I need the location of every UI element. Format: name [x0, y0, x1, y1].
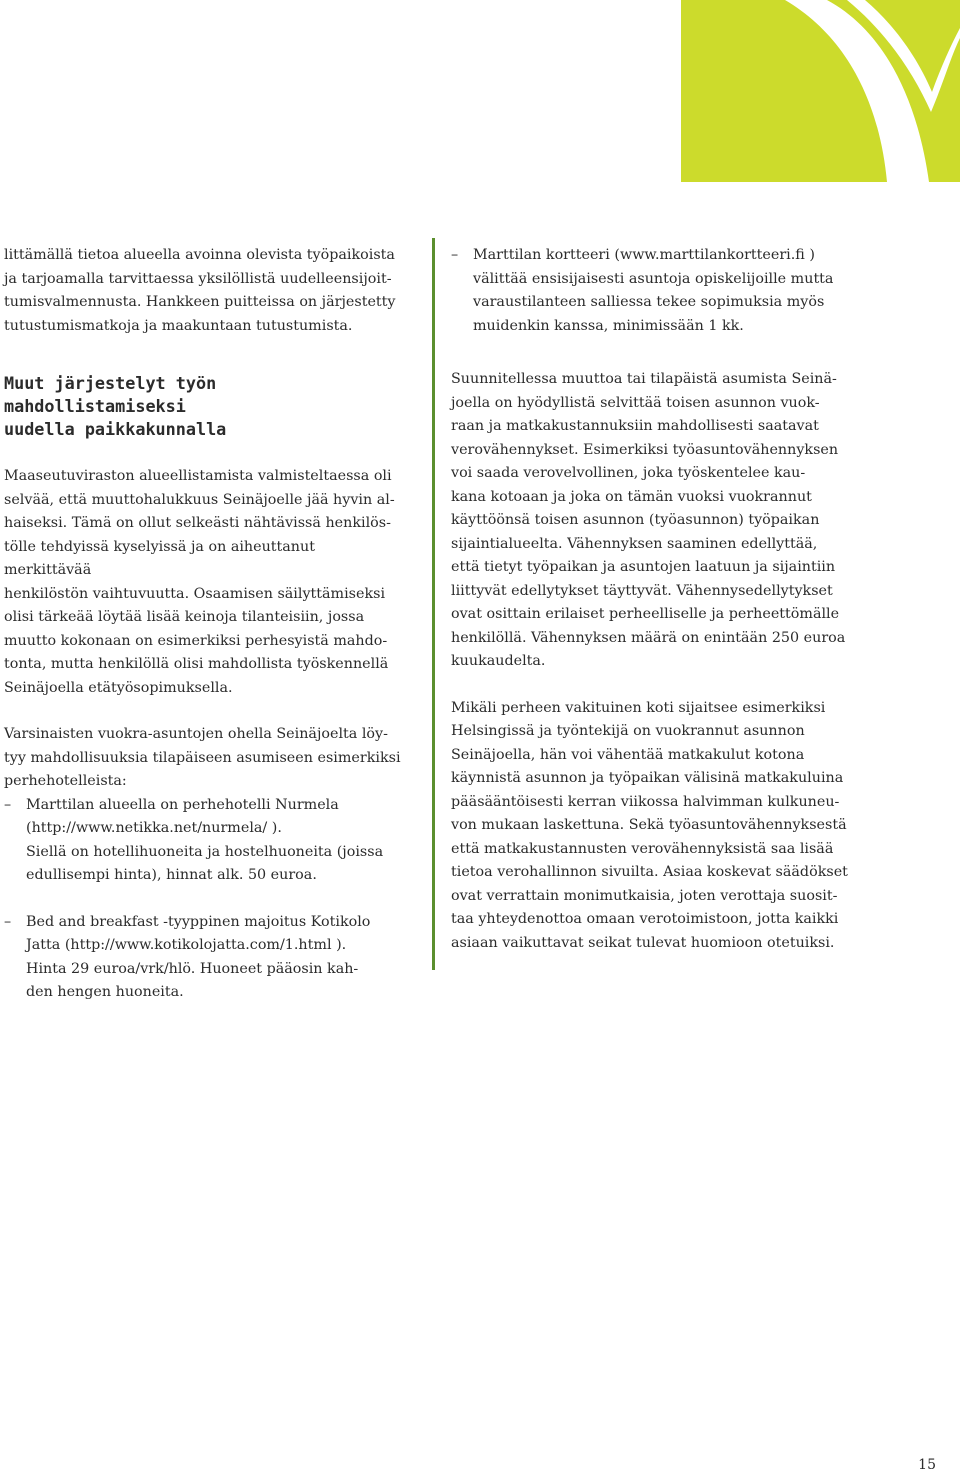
dash-marker: –	[4, 796, 12, 813]
section-heading: Muut järjestelyt työn mahdollistamiseksi uudella paikkakunnalla	[4, 373, 227, 439]
accommodation-list-continued	[451, 244, 863, 338]
body-paragraph-3: Suunnitellessa muuttoa tai tilapäistä asumista Seinä- joella on hyödyllistä selvittää toisen asunnon vuok- raan ja matkakustannuksiin mahdollisesti saatavat verovähennykset. Esimerkiksi työasuntovähennyksen voi saada verovelvollinen, joka työskentelee kau- kana kotoaan ja joka on tämän vuoksi vuokrannut käyttöönsä toisen asunnon (työasunnon) työpaikan sijaintialueelta. Vähennyksen saaminen edellyttää, että tietyt työpaikan ja asuntojen laatuun ja sijaintiin liittyvät edellytykset täyttyvät. Vähennysedellytykset ovat osittain erilaiset perheelliselle ja perheettömälle henkilöllä. Vähennyksen määrä on enintään 250 euroa kuukaudelta.	[451, 371, 846, 669]
decorative-leaf-graphic	[681, 0, 960, 182]
list-item	[4, 794, 404, 888]
list-item-text: Bed and breakfast -tyyppinen majoitus Kotikolo Jatta (http://www.kotikolojatta.com/1.html ). Hinta 29 euroa/vrk/hlö. Huoneet pääosin kah- den hengen huoneita.	[26, 913, 371, 1000]
dash-marker: –	[451, 247, 459, 263]
list-item-text: Marttilan kortteeri (www.marttilankortteeri.fi ) välittää ensisijaisesti asuntoja opiskelijoille mutta varaustilanteen salliessa tekee sopimuksia myös muidenkin kanssa, minimissään 1 kk.	[473, 247, 834, 334]
page-number: 15	[918, 1457, 936, 1473]
column-divider	[432, 238, 435, 970]
right-column	[451, 244, 863, 955]
accommodation-list	[4, 794, 404, 1005]
list-item-text: Marttilan alueella on perhehotelli Nurmela (http://www.netikka.net/nurmela/ ). Siellä on hotellihuoneita ja hostelhuoneita (joissa edullisempi hinta), hinnat alk. 50 euroa.	[26, 796, 384, 883]
body-paragraph-2: Varsinaisten vuokra-asuntojen ohella Seinäjoelta löy- tyy mahdollisuuksia tilapäiseen asumiseen esimerkiksi perhehotelleista:	[4, 726, 401, 789]
list-item	[4, 911, 404, 1005]
body-paragraph-1: Maaseutuviraston alueellistamista valmisteltaessa oli selvää, että muuttohalukkuus Seinäjoelle jää hyvin al- haiseksi. Tämä on ollut selkeästi nähtävissä henkilös- tölle tehdyissä kyselyissä ja on aiheuttanut merkittävää henkilöstön vaihtuvuutta. Osaamisen säilyttämiseksi olisi tärkeää löytää lisää keinoja tilanteisiin, jossa muutto kokonaan on esimerkiksi perhesyistä mahdo- tonta, mutta henkilöllä olisi mahdollista työskennellä Seinäjoella etätyösopimuksella.	[4, 468, 395, 696]
list-item	[451, 244, 863, 338]
left-column	[4, 244, 404, 1005]
dash-marker: –	[4, 913, 12, 930]
intro-paragraph: littämällä tietoa alueella avoinna olevista työpaikoista ja tarjoamalla tarvittaessa yksilöllistä uudelleensijoit- tumisvalmennusta. Hankkeen puitteissa on järjestetty tutustumismatkoja ja maakuntaan tutustumista.	[4, 247, 396, 334]
body-paragraph-4: Mikäli perheen vakituinen koti sijaitsee esimerkiksi Helsingissä ja työntekijä on vuokrannut asunnon Seinäjoella, hän voi vähentää matkakulut kotona käynnistä asunnon ja työpaikan välisinä matkakuluina pääsääntöisesti kerran viikossa halvimman kulkuneu- von mukaan laskettuna. Sekä työasuntovähennyksestä että matkakustannusten verovähennyksistä saa lisää tietoa verohallinnon sivuilta. Asiaa koskevat säädökset ovat verrattain monimutkaisia, joten verottaja suosit- taa yhteydenottoa omaan verotoimistoon, jotta kaikki asiaan vaikuttavat seikat tulevat huomioon otetuiksi.	[451, 699, 848, 951]
